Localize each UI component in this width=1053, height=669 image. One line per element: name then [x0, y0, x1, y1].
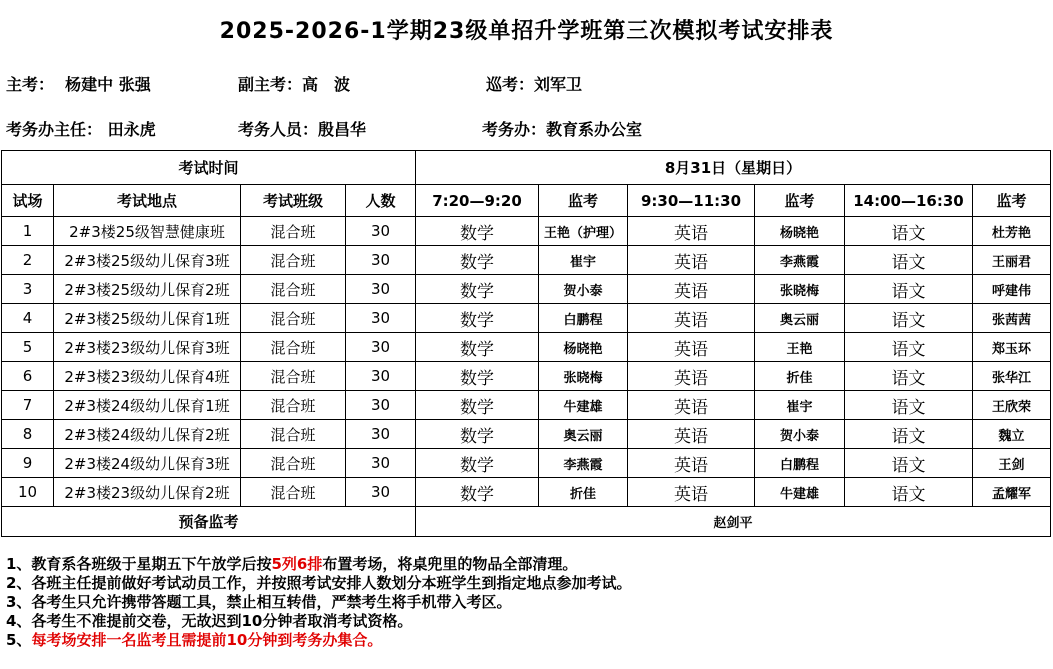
table-row: [2, 217, 1051, 246]
slot2-subject-cell: 英语: [628, 362, 755, 391]
slot2-invigilator-cell: 崔宇: [755, 391, 845, 420]
slot2-subject-cell: 英语: [628, 246, 755, 275]
slot2-invigilator-cell: 杨晓艳: [755, 217, 845, 246]
table-row: [2, 420, 1051, 449]
slot1-subject-cell: 数学: [416, 275, 539, 304]
slot3-subject-cell: 语文: [845, 362, 973, 391]
slot2-invigilator-cell: 王艳: [755, 333, 845, 362]
slot2-invigilator-cell: 折佳: [755, 362, 845, 391]
class-cell: 混合班: [241, 478, 346, 507]
page-title: 2025-2026-1学期23级单招升学班第三次模拟考试安排表: [219, 19, 834, 44]
slot2-invigilator-cell: 贺小泰: [755, 420, 845, 449]
exam-office-label: 考务办：: [482, 120, 547, 139]
slot1-invigilator-cell: 张晓梅: [539, 362, 628, 391]
note-2: 2、各班主任提前做好考试动员工作，并按照考试安排人数划分本班学生到指定地点参加考试。: [6, 574, 632, 592]
location-cell: 2#3楼23级幼儿保育3班: [54, 333, 241, 362]
slot2-invigilator-cell: 张晓梅: [755, 275, 845, 304]
class-cell: 混合班: [241, 275, 346, 304]
slot3-invigilator-cell: 魏立: [973, 420, 1051, 449]
slot2-subject-cell: 英语: [628, 449, 755, 478]
slot1-subject-cell: 数学: [416, 391, 539, 420]
slot1-subject-cell: 数学: [416, 478, 539, 507]
room-cell: 5: [2, 333, 54, 362]
note-3: 3、各考生只允许携带答题工具，禁止相互转借，严禁考生将手机带入考区。: [6, 593, 512, 611]
chief-examiner: [6, 72, 151, 95]
class-cell: 混合班: [241, 304, 346, 333]
room-cell: 3: [2, 275, 54, 304]
exam-schedule-table: [1, 150, 1051, 537]
slot3-subject-cell: 语文: [845, 449, 973, 478]
col-location-header: 考试地点: [54, 185, 241, 217]
slot3-subject-cell: 语文: [845, 217, 973, 246]
slot2-subject-cell: 英语: [628, 420, 755, 449]
slot1-invigilator-cell: 奥云丽: [539, 420, 628, 449]
count-cell: 30: [346, 304, 416, 333]
class-cell: 混合班: [241, 246, 346, 275]
slot1-invigilator-cell: 崔宇: [539, 246, 628, 275]
slot1-subject-cell: 数学: [416, 362, 539, 391]
slot1-invigilator-cell: 杨晓艳: [539, 333, 628, 362]
note-5: [6, 631, 631, 650]
slot2-subject-cell: 英语: [628, 275, 755, 304]
date-header: 8月31日（星期日）: [416, 151, 1051, 185]
room-cell: 6: [2, 362, 54, 391]
slot3-invigilator-cell: 孟耀军: [973, 478, 1051, 507]
chief-label: 主考：: [6, 75, 55, 94]
slot2-invigilator-cell: 奥云丽: [755, 304, 845, 333]
exam-time-header: 考试时间: [2, 151, 416, 185]
count-cell: 30: [346, 391, 416, 420]
count-cell: 30: [346, 449, 416, 478]
exam-staff-value: 殷昌华: [318, 120, 367, 139]
location-cell: 2#3楼25级幼儿保育2班: [54, 275, 241, 304]
slot1-invigilator-cell: 王艳（护理）: [539, 217, 628, 246]
class-cell: 混合班: [241, 217, 346, 246]
reserve-label: 预备监考: [2, 507, 416, 537]
room-cell: 10: [2, 478, 54, 507]
slot3-invigilator-cell: 呼建伟: [973, 275, 1051, 304]
reserve-invigilator: 赵剑平: [416, 507, 1051, 537]
col-slot1-header: 7:20—9:20: [416, 185, 539, 217]
patrol-label: 巡考：: [486, 75, 535, 94]
count-cell: 30: [346, 420, 416, 449]
col-invigilator1-header: 监考: [539, 185, 628, 217]
class-cell: 混合班: [241, 420, 346, 449]
count-cell: 30: [346, 217, 416, 246]
table-row: [2, 246, 1051, 275]
location-cell: 2#3楼25级智慧健康班: [54, 217, 241, 246]
slot3-subject-cell: 语文: [845, 478, 973, 507]
slot1-subject-cell: 数学: [416, 217, 539, 246]
slot2-invigilator-cell: 李燕霞: [755, 246, 845, 275]
location-cell: 2#3楼23级幼儿保育2班: [54, 478, 241, 507]
deputy-label: 副主考：: [238, 75, 303, 94]
exam-office: [482, 117, 642, 140]
location-cell: 2#3楼24级幼儿保育2班: [54, 420, 241, 449]
note-5-prefix: 5、: [6, 631, 32, 649]
slot3-invigilator-cell: 王丽君: [973, 246, 1051, 275]
slot3-subject-cell: 语文: [845, 420, 973, 449]
deputy-value: 高 波: [302, 75, 351, 94]
room-cell: 8: [2, 420, 54, 449]
room-cell: 9: [2, 449, 54, 478]
deputy-examiner: [238, 72, 350, 95]
slot1-invigilator-cell: 白鹏程: [539, 304, 628, 333]
count-cell: 30: [346, 478, 416, 507]
table-row: [2, 275, 1051, 304]
note-4: 4、各考生不准提前交卷，无故迟到10分钟者取消考试资格。: [6, 612, 413, 630]
office-head-label: 考务办主任：: [6, 120, 103, 139]
count-cell: 30: [346, 246, 416, 275]
class-cell: 混合班: [241, 362, 346, 391]
location-cell: 2#3楼24级幼儿保育3班: [54, 449, 241, 478]
table-row: [2, 362, 1051, 391]
slot3-subject-cell: 语文: [845, 304, 973, 333]
exam-office-value: 教育系办公室: [546, 120, 643, 139]
location-cell: 2#3楼24级幼儿保育1班: [54, 391, 241, 420]
location-cell: 2#3楼25级幼儿保育3班: [54, 246, 241, 275]
col-invigilator2-header: 监考: [755, 185, 845, 217]
col-class-header: 考试班级: [241, 185, 346, 217]
office-head: [6, 117, 156, 140]
chief-value: 杨建中 张强: [65, 75, 151, 94]
slot3-invigilator-cell: 王欣荣: [973, 391, 1051, 420]
table-row: [2, 304, 1051, 333]
table-header-row-2: [2, 185, 1051, 217]
slot3-invigilator-cell: 郑玉环: [973, 333, 1051, 362]
class-cell: 混合班: [241, 333, 346, 362]
table-row: [2, 391, 1051, 420]
exam-staff-label: 考务人员：: [238, 120, 319, 139]
count-cell: 30: [346, 362, 416, 391]
slot3-subject-cell: 语文: [845, 391, 973, 420]
slot3-invigilator-cell: 杜芳艳: [973, 217, 1051, 246]
location-cell: 2#3楼23级幼儿保育4班: [54, 362, 241, 391]
slot2-subject-cell: 英语: [628, 391, 755, 420]
exam-staff: [238, 117, 366, 140]
col-count-header: 人数: [346, 185, 416, 217]
office-head-value: 田永虎: [107, 120, 156, 139]
class-cell: 混合班: [241, 391, 346, 420]
note-1-highlight: 5列6排: [271, 555, 323, 573]
table-row: [2, 478, 1051, 507]
note-5-highlight: 每考场安排一名监考且需提前10分钟到考务办集合。: [31, 631, 383, 649]
count-cell: 30: [346, 275, 416, 304]
slot1-subject-cell: 数学: [416, 246, 539, 275]
slot2-subject-cell: 英语: [628, 478, 755, 507]
slot3-invigilator-cell: 张华江: [973, 362, 1051, 391]
slot2-invigilator-cell: 白鹏程: [755, 449, 845, 478]
table-row: [2, 449, 1051, 478]
col-room-header: 试场: [2, 185, 54, 217]
notes-section: [6, 555, 631, 650]
class-cell: 混合班: [241, 449, 346, 478]
room-cell: 2: [2, 246, 54, 275]
col-slot2-header: 9:30—11:30: [628, 185, 755, 217]
slot2-invigilator-cell: 牛建雄: [755, 478, 845, 507]
location-cell: 2#3楼25级幼儿保育1班: [54, 304, 241, 333]
slot3-invigilator-cell: 王剑: [973, 449, 1051, 478]
note-1: [6, 555, 631, 574]
slot3-subject-cell: 语文: [845, 246, 973, 275]
room-cell: 4: [2, 304, 54, 333]
slot2-subject-cell: 英语: [628, 304, 755, 333]
patrol-value: 刘军卫: [534, 75, 583, 94]
col-invigilator3-header: 监考: [973, 185, 1051, 217]
slot1-invigilator-cell: 贺小泰: [539, 275, 628, 304]
slot2-subject-cell: 英语: [628, 217, 755, 246]
note-1-text-a: 1、教育系各班级于星期五下午放学后按: [6, 555, 272, 573]
table-row: [2, 333, 1051, 362]
slot1-invigilator-cell: 牛建雄: [539, 391, 628, 420]
slot2-subject-cell: 英语: [628, 333, 755, 362]
count-cell: 30: [346, 333, 416, 362]
room-cell: 1: [2, 217, 54, 246]
note-1-text-b: 布置考场，将桌兜里的物品全部清理。: [322, 555, 578, 573]
slot1-subject-cell: 数学: [416, 420, 539, 449]
slot1-invigilator-cell: 折佳: [539, 478, 628, 507]
slot1-subject-cell: 数学: [416, 449, 539, 478]
slot1-subject-cell: 数学: [416, 304, 539, 333]
room-cell: 7: [2, 391, 54, 420]
slot3-invigilator-cell: 张茜茜: [973, 304, 1051, 333]
slot3-subject-cell: 语文: [845, 333, 973, 362]
reserve-row: [2, 507, 1051, 537]
patrol-examiner: [486, 72, 582, 95]
table-header-row-1: [2, 151, 1051, 185]
slot1-subject-cell: 数学: [416, 333, 539, 362]
slot3-subject-cell: 语文: [845, 275, 973, 304]
col-slot3-header: 14:00—16:30: [845, 185, 973, 217]
slot1-invigilator-cell: 李燕霞: [539, 449, 628, 478]
